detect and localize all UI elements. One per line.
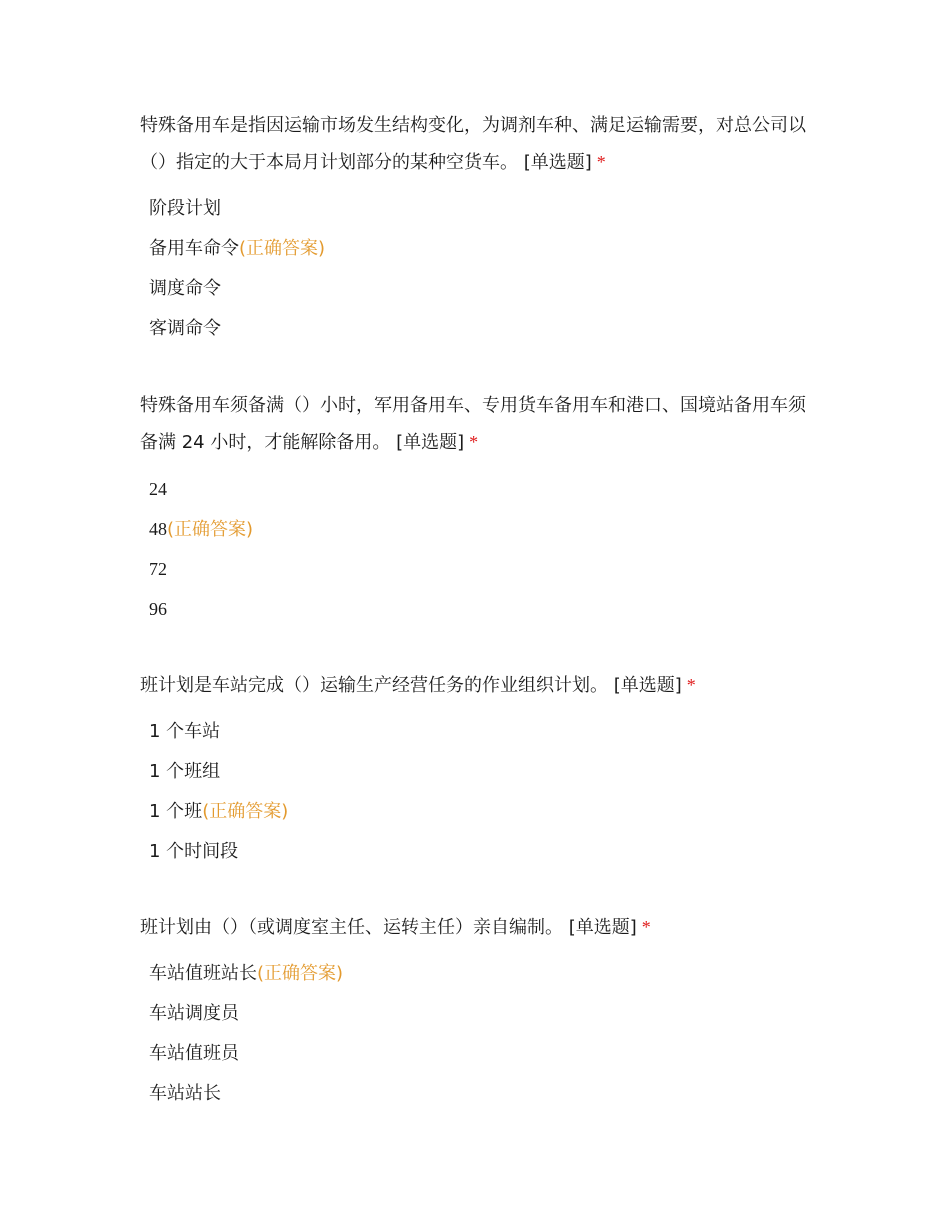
question-2 <box>140 387 820 629</box>
option[interactable] <box>140 712 820 752</box>
option-label: 车站值班站长 <box>149 963 257 984</box>
option-label: 调度命令 <box>149 278 221 299</box>
option[interactable] <box>140 309 820 349</box>
option-label: 1 个时间段 <box>149 841 239 862</box>
question-4-required-mark: * <box>641 917 651 937</box>
question-1-stem: 特殊备用车是指因运输市场发生结构变化，为调剂车种、满足运输需要，对总公司以（）指定的大于本局月计划部分的某种空货车。 <box>140 115 806 173</box>
question-1 <box>140 107 820 349</box>
correct-answer-tag: (正确答案) <box>239 238 326 259</box>
question-3-stem: 班计划是车站完成（）运输生产经营任务的作业组织计划。 <box>140 675 608 696</box>
question-4-text <box>140 909 820 946</box>
option[interactable] <box>140 994 820 1034</box>
question-1-type: [单选题] <box>523 152 592 173</box>
option[interactable] <box>140 549 820 589</box>
correct-answer-tag: (正确答案) <box>167 519 254 540</box>
option-label: 72 <box>149 559 167 579</box>
correct-answer-tag: (正确答案) <box>202 801 289 822</box>
question-2-required-mark: * <box>469 432 479 452</box>
option[interactable] <box>140 1034 820 1074</box>
question-4-options <box>140 954 820 1114</box>
option-label: 1 个班组 <box>149 761 221 782</box>
option-label: 96 <box>149 599 167 619</box>
option[interactable] <box>140 189 820 229</box>
question-3-type: [单选题] <box>613 675 682 696</box>
option-label: 车站调度员 <box>149 1003 239 1024</box>
option-label: 车站值班员 <box>149 1043 239 1064</box>
question-4-stem: 班计划由（）（或调度室主任、运转主任）亲自编制。 <box>140 917 563 938</box>
question-3-options <box>140 712 820 872</box>
question-2-stem: 特殊备用车须备满（）小时，军用备用车、专用货车备用车和港口、国境站备用车须备满 24 小时，才能解除备用。 <box>140 395 806 453</box>
option-label: 48 <box>149 519 167 539</box>
correct-answer-tag: (正确答案) <box>257 963 344 984</box>
option-label: 车站站长 <box>149 1083 221 1104</box>
question-1-text <box>140 107 820 181</box>
option[interactable] <box>140 229 820 269</box>
option[interactable] <box>140 792 820 832</box>
question-1-options <box>140 189 820 349</box>
option[interactable] <box>140 752 820 792</box>
question-3-text <box>140 667 820 704</box>
option[interactable] <box>140 509 820 549</box>
option-label: 备用车命令 <box>149 238 239 259</box>
option-label: 1 个班 <box>149 801 203 822</box>
option[interactable] <box>140 269 820 309</box>
question-2-options <box>140 469 820 629</box>
question-4 <box>140 909 820 1114</box>
option-label: 1 个车站 <box>149 721 221 742</box>
option-label: 客调命令 <box>149 318 221 339</box>
option[interactable] <box>140 469 820 509</box>
option[interactable] <box>140 589 820 629</box>
option-label: 24 <box>149 479 167 499</box>
option[interactable] <box>140 832 820 872</box>
question-3 <box>140 667 820 872</box>
option[interactable] <box>140 1074 820 1114</box>
question-4-type: [单选题] <box>568 917 637 938</box>
question-3-required-mark: * <box>686 675 696 695</box>
question-1-required-mark: * <box>596 152 606 172</box>
option[interactable] <box>140 954 820 994</box>
question-2-text <box>140 387 820 461</box>
question-2-type: [单选题] <box>396 432 465 453</box>
option-label: 阶段计划 <box>149 198 221 219</box>
